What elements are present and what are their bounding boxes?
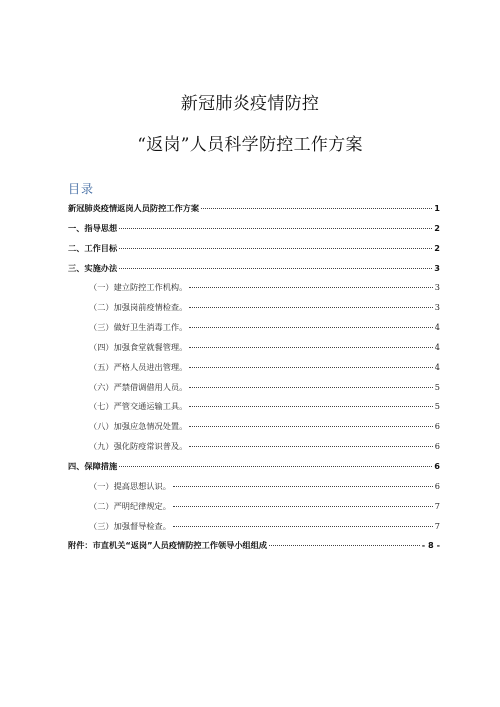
toc-entry[interactable] [68,461,440,481]
toc-entry-page: 7 [434,500,440,511]
title-line-2: “返岗”人员科学防控工作方案 [137,135,363,155]
toc-leader-dots [189,287,433,288]
toc-entry[interactable] [68,421,440,441]
toc-entry-page: 3 [434,262,440,273]
toc-entry-page: 7 [434,520,440,531]
toc-leader-dots [119,228,432,229]
toc-entry-label: 一、指导思想 [68,222,118,233]
toc-leader-dots [173,506,433,507]
toc-entry[interactable] [68,243,440,263]
table-of-contents [68,203,440,560]
toc-entry[interactable] [68,521,440,541]
toc-entry-label: （三）加强督导检查。 [89,520,171,531]
toc-leader-dots [173,486,433,487]
toc-entry-page: 3 [434,302,440,313]
toc-entry-label: （三）做好卫生消毒工作。 [89,322,188,333]
toc-leader-dots [119,268,432,269]
toc-leader-dots [189,426,433,427]
toc-entry[interactable] [68,362,440,382]
toc-entry-label: （八）加强应急情况处置。 [89,421,188,432]
toc-entry-label: （六）严禁借调借用人员。 [89,381,188,392]
toc-entry-page: 3 [434,282,440,293]
toc-entry-label: （七）严管交通运输工具。 [89,401,188,412]
toc-entry[interactable] [68,282,440,302]
toc-entry-page: 6 [434,460,440,471]
toc-entry[interactable] [68,441,440,461]
toc-entry-label: （二）加强岗前疫情检查。 [89,302,188,313]
toc-entry-label: 三、实施办法 [68,262,118,273]
toc-entry-label: （一）提高思想认识。 [89,480,171,491]
toc-leader-dots [189,367,433,368]
document-title [0,92,500,157]
toc-entry-label: （五）严格人员进出管理。 [89,361,188,372]
toc-leader-dots [119,248,432,249]
toc-entry-label: （一）建立防控工作机构。 [89,282,188,293]
toc-leader-dots [269,545,420,546]
toc-entry-label: 二、工作目标 [68,242,118,253]
toc-entry[interactable] [68,263,440,283]
toc-entry-page: 2 [434,222,440,233]
toc-entry-page: 5 [434,381,440,392]
toc-entry-label: （四）加强食堂就餐管理。 [89,341,188,352]
toc-entry[interactable] [68,501,440,521]
title-line-1: 新冠肺炎疫情防控 [180,94,320,114]
toc-entry-page: 1 [434,203,440,213]
toc-leader-dots [189,327,433,328]
toc-entry-page: 4 [434,341,440,352]
toc-entry-label: （二）严明纪律规定。 [89,500,171,511]
toc-leader-dots [201,208,432,209]
toc-entry[interactable] [68,223,440,243]
toc-entry-label: 四、保障措施 [68,460,118,471]
toc-leader-dots [119,466,432,467]
toc-entry[interactable] [68,481,440,501]
toc-entry-page: 6 [434,480,440,491]
toc-entry[interactable] [68,322,440,342]
toc-leader-dots [189,387,433,388]
toc-entry-page: 2 [434,242,440,253]
toc-entry-page: 5 [434,401,440,412]
toc-entry-label: 附件：市直机关“返岗”人员疫情防控工作领导小组组成 [68,540,268,551]
toc-entry[interactable] [68,302,440,322]
toc-entry-label: 新冠肺炎疫情返岗人员防控工作方案 [68,203,200,213]
toc-entry-page: 6 [434,421,440,432]
toc-entry[interactable] [68,401,440,421]
toc-entry[interactable] [68,203,440,223]
toc-leader-dots [189,347,433,348]
toc-entry-page: 6 [434,441,440,452]
toc-heading: 目录 [68,182,95,196]
toc-entry-page: 4 [434,361,440,372]
toc-leader-dots [189,446,433,447]
toc-entry-label: （九）强化防疫常识普及。 [89,441,188,452]
toc-entry[interactable] [68,382,440,402]
toc-entry-page: - 8 - [421,540,440,551]
toc-leader-dots [189,406,433,407]
toc-entry[interactable] [68,342,440,362]
toc-entry-page: 4 [434,322,440,333]
toc-entry[interactable] [68,540,440,560]
toc-leader-dots [173,526,433,527]
toc-leader-dots [189,307,433,308]
